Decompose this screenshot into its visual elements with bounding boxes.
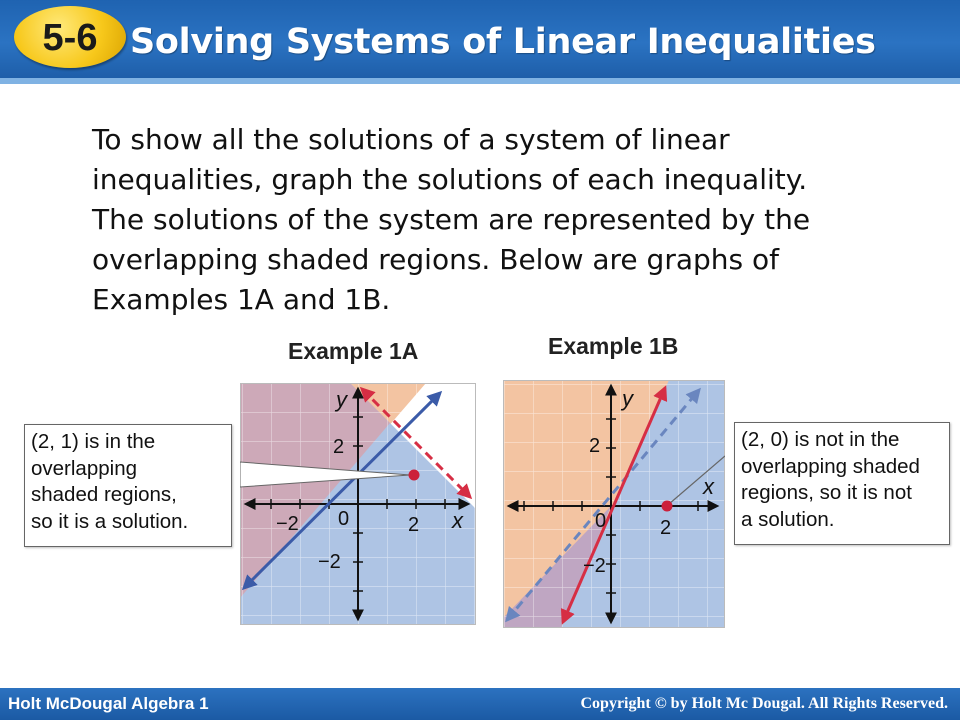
tick-label-x-pos: 2	[408, 514, 420, 536]
intro-text	[92, 120, 937, 320]
callout-line: shaded regions,	[31, 483, 177, 506]
intro-line: inequalities, graph the solutions of each inequality.	[92, 163, 808, 196]
lesson-number: 5-6	[42, 17, 98, 59]
intro-line: The solutions of the system are represented by the	[92, 203, 811, 236]
y-axis-label: y	[336, 387, 347, 412]
example-1a-title: Example 1A	[288, 338, 419, 364]
callout-line: so it is a solution.	[31, 509, 189, 533]
example-1b-title: Example 1B	[548, 333, 679, 359]
x-axis-label: x	[452, 508, 463, 533]
y-axis-label: y	[622, 386, 633, 411]
callout-line: overlapping	[31, 456, 137, 480]
callout-line: regions, so it is not	[741, 481, 912, 504]
tick-label-y-pos: 2	[589, 435, 601, 457]
callout-line: a solution.	[741, 507, 835, 531]
tick-label-origin: 0	[338, 508, 350, 530]
footer-book-title: Holt McDougal Algebra 1	[8, 694, 209, 713]
tick-label-origin: 0	[595, 510, 607, 532]
tick-label-y-pos: 2	[333, 436, 345, 458]
tick-label-x-neg: −2	[276, 513, 299, 535]
intro-line: overlapping shaded regions. Below are graphs of	[92, 243, 779, 276]
intro-line: To show all the solutions of a system of linear	[92, 123, 730, 156]
callout-line: overlapping shaded	[741, 454, 920, 478]
callout-example-1a	[24, 424, 232, 547]
graph-example-1a	[240, 383, 476, 625]
tick-label-y-neg: −2	[318, 551, 341, 573]
callout-line: (2, 1) is in the	[31, 430, 156, 453]
callout-example-1b	[734, 422, 950, 545]
tick-label-x-pos: 2	[660, 517, 672, 539]
tick-label-y-neg: −2	[583, 555, 606, 577]
footer-copyright: Copyright © by Holt Mc Dougal. All Rights Reserved.	[580, 695, 948, 712]
test-point	[662, 501, 673, 512]
test-point	[409, 470, 420, 481]
slide-title: Solving Systems of Linear Inequalities	[130, 22, 876, 62]
graph-example-1b	[503, 380, 725, 628]
callout-line: (2, 0) is not in the	[741, 428, 900, 451]
x-axis-label: x	[703, 474, 714, 499]
intro-line: Examples 1A and 1B.	[92, 283, 391, 316]
header-stripe	[0, 78, 960, 84]
